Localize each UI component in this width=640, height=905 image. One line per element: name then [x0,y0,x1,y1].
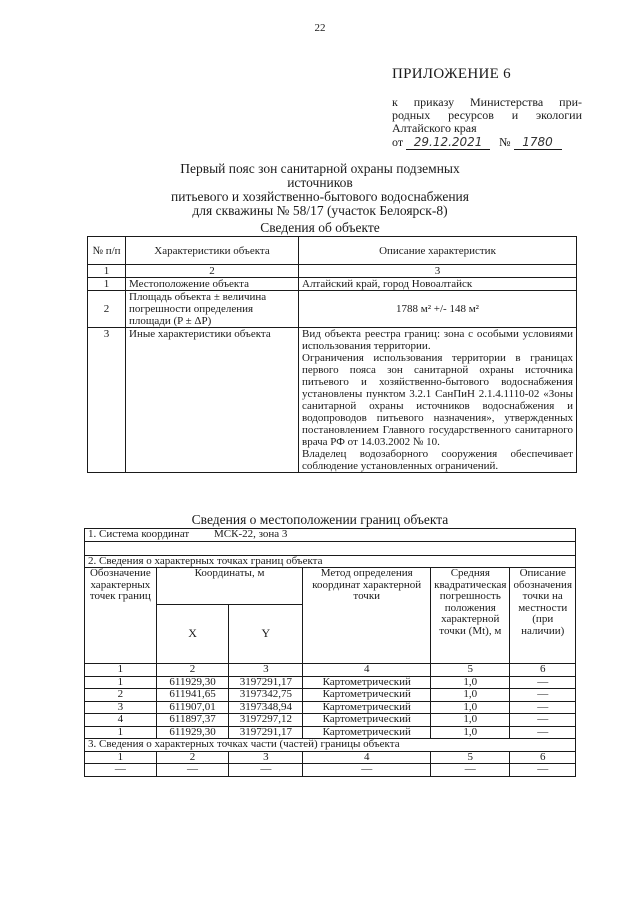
point-marking: — [510,726,576,739]
header-marking: Описание обозначения точки на местности (при наличии) [510,568,576,664]
point-y: 3197291,17 [229,676,303,689]
point-id: 2 [85,689,157,702]
page-number: 22 [314,22,326,34]
order-date: 29.12.2021 [406,135,490,150]
point-y: 3197342,75 [229,689,303,702]
row-description: 1788 м² +/- 148 м² [299,291,577,328]
column-number: 4 [303,664,431,677]
row-number: 3 [88,328,126,473]
empty-cell: — [229,764,303,777]
table-row [85,676,576,689]
empty-cell: — [303,764,431,777]
appendix-title: ПРИЛОЖЕНИЕ 6 [392,66,511,82]
coordinate-system-value: МСК-22, зона 3 [213,528,288,540]
point-error: 1,0 [431,676,510,689]
table-row [88,328,577,473]
blank-row [85,541,576,555]
appendix-line-3: Алтайского края [392,121,477,135]
point-error: 1,0 [431,701,510,714]
column-number: 2 [156,751,229,764]
appendix-line-2: родных ресурсов и экологии [392,108,582,122]
document-title [150,162,490,218]
point-error: 1,0 [431,689,510,702]
header-cell: Описание характеристик [299,237,577,265]
column-number: 2 [156,664,229,677]
point-error: 1,0 [431,726,510,739]
header-cell: № п/п [88,237,126,265]
empty-cell: — [510,764,576,777]
section-row [85,739,576,752]
table-row [85,701,576,714]
point-id: 1 [85,676,157,689]
section-3-label: 3. Сведения о характерных точках части (частей) границы объекта [85,739,576,752]
column-number: 2 [126,265,299,278]
header-x: X [156,605,229,664]
table-row [85,764,576,777]
description-paragraph: Вид объекта реестра границ: зона с особыми условиями использования территории. [302,328,573,352]
column-number: 6 [510,751,576,764]
header-error: Средняя квадратическая погрешность положения характерной точки (Mt), м [431,568,510,664]
date-prefix: от [392,135,404,149]
description-paragraph: Владелец водозаборного сооружения обеспечивает соблюдение установленных ограничений. [302,448,573,472]
row-number: 2 [88,291,126,328]
point-id: 3 [85,701,157,714]
point-marking: — [510,676,576,689]
point-id: 4 [85,714,157,727]
appendix-line-1: к приказу Министерства при- [392,95,582,109]
column-number: 3 [299,265,577,278]
empty-cell: — [156,764,229,777]
point-x: 611929,30 [156,726,229,739]
empty-cell: — [85,764,157,777]
column-number: 5 [431,664,510,677]
point-x: 611897,37 [156,714,229,727]
row-name: Иные характеристики объекта [126,328,299,473]
section-2-label: 2. Сведения о характерных точках границ объекта [85,555,576,568]
empty-cell: — [431,764,510,777]
document-title-line-2: питьевого и хозяйственно-бытового водоснабжения [171,189,469,204]
coordinate-system-label: 1. Система координат [88,528,190,540]
coordinate-system-row [85,529,576,542]
column-number-row [88,265,577,278]
table-header-row [88,237,577,265]
table-header-row [85,568,576,605]
point-marking: — [510,714,576,727]
row-number: 1 [88,278,126,291]
point-y: 3197291,17 [229,726,303,739]
order-number: 1780 [514,135,562,150]
point-x: 611929,30 [156,676,229,689]
point-y: 3197348,94 [229,701,303,714]
header-method: Метод определения координат характерной точки [303,568,431,664]
coordinate-system-cell [85,529,576,542]
point-marking: — [510,689,576,702]
table-row [85,689,576,702]
header-cell: Характеристики объекта [126,237,299,265]
row-description: Алтайский край, город Новоалтайск [299,278,577,291]
header-coordinates: Координаты, м [156,568,303,605]
header-designation: Обозначение характерных точек границ [85,568,157,664]
point-method: Картометрический [303,689,431,702]
column-number: 1 [88,265,126,278]
column-number-row [85,664,576,677]
object-info-title: Сведения об объекте [260,220,380,235]
column-number: 1 [85,664,157,677]
table-row [88,278,577,291]
point-error: 1,0 [431,714,510,727]
table-row [85,726,576,739]
description-paragraph: Ограничения использования территории в границах первого пояса зон санитарной охраны источника питьевого и хозяйственно-бытового водоснабжения установлены пунктом 3.2.1 СанПиН 2.1.4.1110-02 «Зоны санитарной охраны источников водоснабжения и водопроводов питьевого назначения», утвержденных постановлением Главного государственного санитарного врача РФ от 14.03.2002 № 10. [302,352,573,448]
document-title-line-3: для скважины № 58/17 (участок Белоярск-8) [192,203,448,218]
document-title-line-1: Первый пояс зон санитарной охраны подземных источников [180,161,460,190]
row-name: Местоположение объекта [126,278,299,291]
column-number: 5 [431,751,510,764]
boundary-table [84,528,576,777]
point-method: Картометрический [303,714,431,727]
point-method: Картометрический [303,701,431,714]
column-number: 1 [85,751,157,764]
section-row [85,555,576,568]
header-y: Y [229,605,303,664]
column-number: 3 [229,664,303,677]
point-method: Картометрический [303,676,431,689]
number-prefix: № [499,135,511,149]
boundary-info-title: Сведения о местоположении границ объекта [191,512,449,527]
point-x: 611907,01 [156,701,229,714]
appendix-date-line [392,135,582,150]
column-number-row [85,751,576,764]
point-marking: — [510,701,576,714]
object-info-table [87,236,577,473]
point-id: 1 [85,726,157,739]
table-row [85,714,576,727]
point-x: 611941,65 [156,689,229,702]
column-number: 4 [303,751,431,764]
column-number: 6 [510,664,576,677]
table-row [88,291,577,328]
row-description [299,328,577,473]
point-method: Картометрический [303,726,431,739]
column-number: 3 [229,751,303,764]
row-name: Площадь объекта ± величина погрешности определения площади (P ± ΔP) [126,291,299,328]
point-y: 3197297,12 [229,714,303,727]
